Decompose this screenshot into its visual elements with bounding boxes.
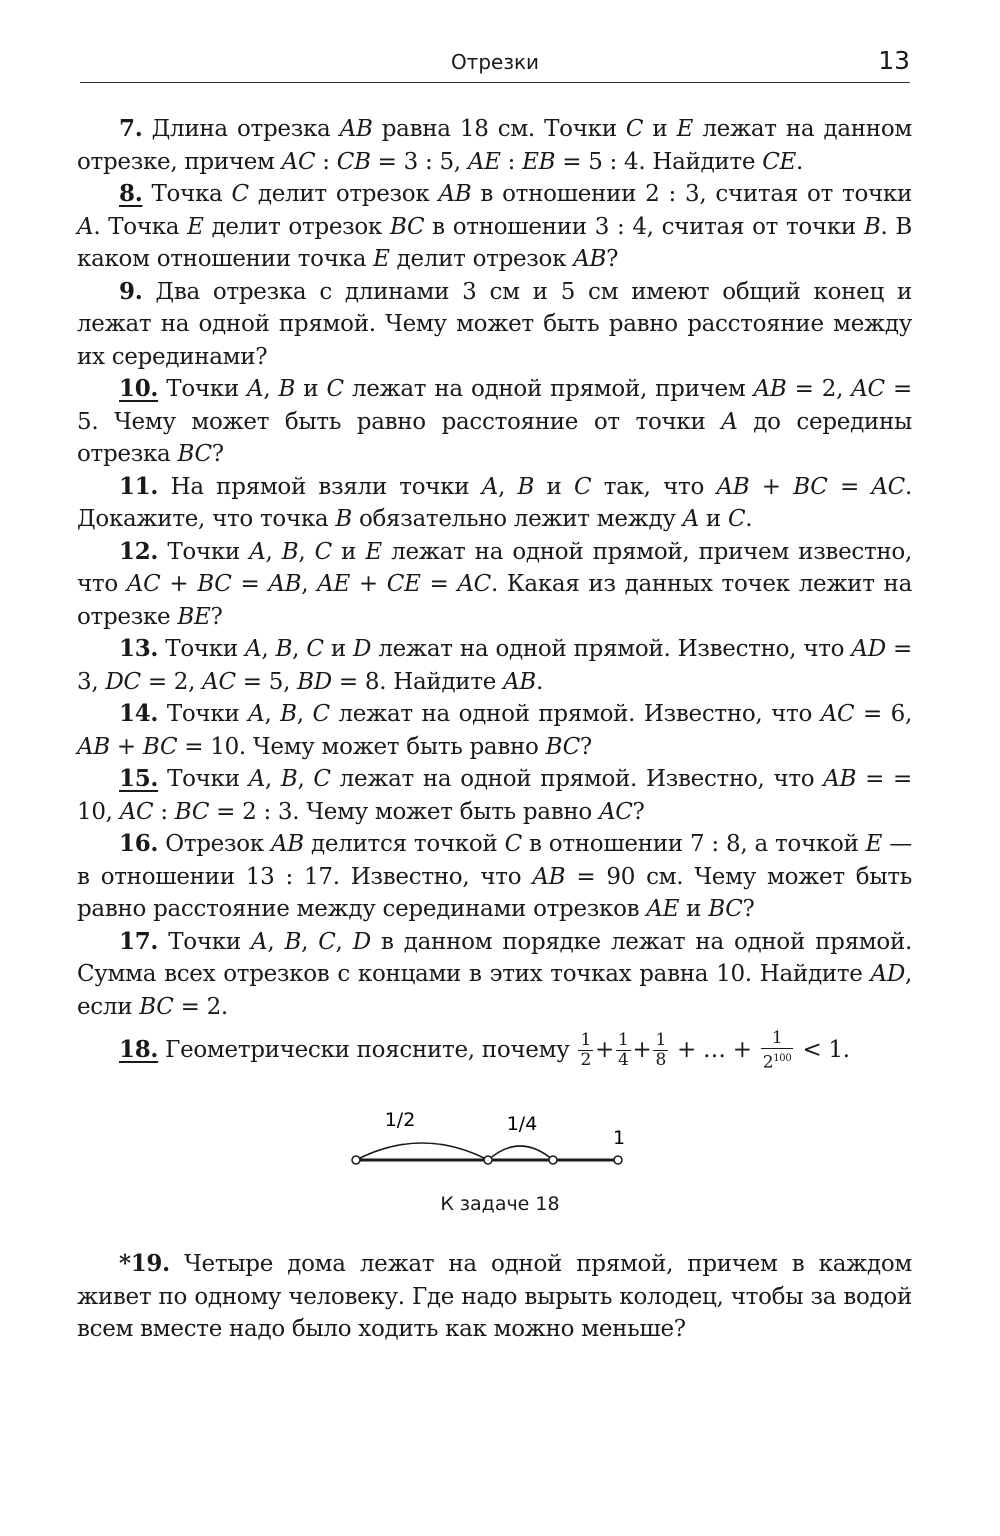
text-run: = 2, — [140, 668, 203, 695]
segment-figure — [340, 1102, 640, 1182]
problem-19 — [77, 1248, 912, 1346]
text-run: делит отрезок — [203, 213, 390, 240]
text-run: . Какая из данных точек лежит на отрезке — [77, 571, 912, 630]
problem-number: 11. — [119, 472, 159, 500]
text-run: , — [298, 538, 315, 565]
math-symbol: A — [721, 408, 738, 435]
text-run: равна 18 см. Точки — [372, 116, 626, 142]
problem-text: Четыре дома лежат на одной прямой, причем в каждом живет по одному человеку. Где надо вырыть колодец, чтобы за водой всем вместе надо было ходить как можно меньше? — [77, 1251, 912, 1342]
text-run: + — [160, 571, 198, 597]
text-run: , — [267, 928, 285, 955]
problem-10 — [77, 373, 912, 471]
text-run: так, что — [591, 473, 717, 500]
math-symbol: E — [187, 213, 204, 240]
text-run: и — [679, 896, 709, 922]
math-symbol: B — [280, 701, 297, 727]
problem-15 — [77, 763, 912, 828]
math-symbol: AB — [77, 733, 110, 760]
problem-7 — [77, 113, 912, 178]
text-run: . — [796, 148, 804, 175]
math-symbol: B — [275, 636, 293, 662]
text-run: = 3 : 5, — [370, 148, 468, 175]
text-run: делит отрезок — [248, 181, 439, 207]
text-run: в отношении 2 : 3, считая от точки — [471, 181, 913, 207]
problem-18 — [77, 1029, 912, 1073]
math-symbol: BC — [545, 733, 580, 760]
running-header — [80, 42, 910, 83]
label-one: 1 — [612, 1127, 626, 1149]
text-run: , — [292, 636, 307, 662]
text-run: Точки — [167, 538, 250, 565]
math-symbol: AC — [820, 701, 855, 727]
math-symbol: AE — [467, 148, 501, 175]
text-run: = = 10, — [77, 766, 913, 825]
text-run: , — [296, 701, 313, 727]
text-run: , — [335, 928, 353, 955]
text-run: = 5. Чему может быть равно расстояние от точки — [77, 376, 912, 435]
math-symbol: B — [280, 766, 298, 792]
problem-number: 7. — [119, 115, 143, 142]
math-symbol: BC — [197, 571, 232, 597]
math-symbol: A — [245, 636, 262, 662]
text-run: , — [498, 473, 518, 500]
math-symbol: BC — [142, 733, 178, 760]
text-run: ? — [606, 246, 619, 272]
math-symbol: B — [517, 473, 535, 500]
math-symbol: BC — [708, 896, 743, 922]
point-three-quarters — [549, 1156, 557, 1164]
text-run: и — [323, 636, 354, 662]
problem-11 — [77, 471, 912, 536]
math-symbol: E — [373, 246, 390, 272]
math-symbol: BC — [389, 213, 425, 240]
text-run: ? — [632, 798, 645, 825]
text-run: . — [536, 668, 544, 695]
text-run: + — [109, 733, 143, 760]
text-run: ? — [579, 733, 592, 760]
text-run: лежат на одной прямой. Известно, что — [371, 636, 852, 662]
text-run: . — [745, 506, 753, 532]
text-run: = — [231, 571, 269, 597]
problem-number: *19. — [119, 1250, 170, 1277]
math-symbol: C — [314, 538, 332, 565]
text-run: Точки — [167, 766, 249, 792]
text-run: + — [749, 473, 794, 500]
problem-9 — [77, 276, 912, 374]
text-run: и — [295, 376, 327, 402]
page-number: 13 — [878, 46, 910, 75]
text-run: На прямой взяли точки — [170, 473, 482, 500]
text-run: и — [643, 116, 677, 142]
text-run: = 2 : 3. Чему может быть равно — [209, 798, 599, 825]
text-run: Точка — [151, 181, 232, 207]
text-run: и — [534, 473, 575, 500]
problem-number: 13. — [119, 635, 159, 662]
inequality-end: < 1. — [802, 1036, 850, 1063]
problem-number: 15. — [119, 765, 159, 792]
text-run: ? — [210, 603, 223, 630]
fraction: $\frac{1}{8}$ — [655, 1030, 667, 1071]
text-run: Точки — [165, 636, 246, 662]
math-symbol: AE — [317, 571, 350, 597]
text-run: ? — [211, 441, 224, 467]
math-symbol: CB — [336, 148, 371, 175]
math-symbol: A — [249, 538, 266, 565]
text-run: Точки — [166, 376, 248, 402]
math-symbol: E — [365, 538, 382, 565]
fraction: $\frac{1}{2^{100}}$ — [762, 1028, 792, 1073]
text-run: , — [264, 766, 281, 792]
plus-sign: + — [632, 1036, 652, 1063]
text-run: лежат на одной прямой, причем — [343, 376, 754, 402]
math-symbol: C — [306, 636, 324, 662]
text-run: лежат на одной прямой. Известно, что — [330, 766, 824, 792]
math-symbol: AC — [457, 571, 491, 597]
text-run: = 10. Чему может быть равно — [177, 733, 546, 760]
text-run: : — [153, 798, 175, 825]
text-run: лежат на данном отрезке, причем — [77, 116, 912, 175]
math-symbol: AB — [503, 668, 536, 695]
math-symbol: C — [326, 376, 344, 402]
problem-8 — [77, 178, 912, 276]
math-symbol: B — [278, 376, 296, 402]
text-run: ? — [742, 896, 755, 922]
text-run: делится точкой — [303, 831, 505, 857]
math-symbol: BC — [174, 798, 210, 825]
math-symbol: B — [281, 538, 299, 565]
math-symbol: BC — [793, 473, 828, 500]
text-run: , — [263, 376, 279, 402]
problem-number: 16. — [119, 830, 159, 857]
text-run: и — [331, 538, 366, 565]
math-symbol: AB — [532, 863, 566, 890]
text-run: + — [349, 571, 387, 597]
math-symbol: AD — [870, 961, 905, 987]
math-symbol: C — [625, 116, 644, 142]
math-symbol: DC — [105, 668, 141, 695]
problem-16 — [77, 828, 912, 926]
text-run: — в отношении 13 : 17. Известно, что — [77, 831, 913, 890]
text-run: , если — [77, 961, 912, 1020]
text-run: . В каком отношении точка — [77, 213, 913, 272]
math-symbol: AB — [270, 831, 304, 857]
point-half — [484, 1156, 492, 1164]
math-symbol: AC — [598, 798, 633, 825]
text-run: = — [420, 571, 458, 597]
math-symbol: B — [335, 506, 352, 532]
math-symbol: C — [312, 701, 330, 727]
text-run: = 2. — [173, 993, 228, 1020]
problem-17 — [77, 926, 912, 1024]
problem-number: 17. — [119, 927, 159, 955]
math-symbol: AC — [851, 376, 885, 402]
plus-sign: + — [594, 1036, 614, 1063]
fraction: $\frac{1}{2}$ — [580, 1030, 591, 1071]
math-symbol: A — [247, 376, 264, 402]
text-run: = 5, — [235, 668, 298, 695]
text-run: в данном порядке лежат на одной прямой. Сумма всех отрезков с концами в этих точках равна 10. Найдите — [77, 928, 912, 987]
text-run: и — [698, 506, 728, 532]
problem-number: 9. — [119, 277, 143, 305]
problem-13 — [77, 633, 912, 698]
math-symbol: AC — [281, 148, 316, 175]
fraction: $\frac{1}{4}$ — [617, 1030, 629, 1071]
math-symbol: AB — [753, 376, 787, 402]
text-run: в отношении 7 : 8, а точкой — [521, 831, 866, 857]
math-symbol: C — [727, 506, 746, 532]
text-run: Два отрезка с длинами 3 см и 5 см имеют общий конец и лежат на одной прямой. Чему может быть равно расстояние между их серединами? — [77, 278, 912, 370]
text-run: . Точка — [93, 213, 188, 240]
text-run: лежат на одной прямой. Известно, что — [329, 701, 821, 727]
problem-19-block — [77, 1248, 912, 1346]
math-symbol: B — [863, 213, 881, 240]
text-run: , — [297, 766, 314, 792]
math-symbol: E — [676, 116, 694, 142]
math-symbol: AB — [339, 116, 373, 142]
math-symbol: BE — [177, 603, 211, 630]
math-symbol: AB — [438, 181, 472, 207]
arc-quarter — [488, 1146, 553, 1160]
label-quarter: 1/4 — [506, 1113, 538, 1135]
problem-number: 8. — [119, 180, 143, 207]
math-symbol: AE — [646, 896, 680, 922]
text-run: , — [265, 538, 282, 565]
math-symbol: A — [682, 506, 699, 532]
math-symbol: C — [231, 181, 249, 207]
problem-text: Геометрически поясните, почему — [165, 1036, 570, 1063]
text-run: Длина отрезка — [151, 116, 340, 142]
math-symbol: C — [574, 473, 592, 500]
text-run: = 5 : 4. Найдите — [555, 148, 763, 175]
math-symbol: AC — [202, 668, 236, 695]
text-run: : — [315, 148, 337, 175]
text-run: = — [827, 473, 872, 500]
math-symbol: A — [248, 701, 265, 727]
math-symbol: CE — [762, 148, 797, 175]
problem-number: 12. — [119, 537, 159, 565]
problem-14 — [77, 698, 912, 763]
math-symbol: AD — [851, 636, 886, 662]
math-symbol: C — [318, 928, 336, 955]
text-run: лежат на одной прямой, причем известно, что — [77, 538, 912, 597]
text-run: : — [500, 148, 523, 175]
math-symbol: AB — [573, 246, 607, 272]
running-title: Отрезки — [450, 50, 540, 74]
problem-number: 14. — [119, 700, 159, 727]
text-run: Отрезок — [165, 831, 271, 857]
text-run: = 6, — [854, 701, 913, 727]
text-run: = 2, — [786, 376, 852, 402]
math-symbol: AB — [823, 766, 857, 792]
math-symbol: C — [313, 766, 331, 792]
math-symbol: AC — [871, 473, 905, 500]
math-symbol: C — [504, 831, 522, 857]
math-symbol: A — [248, 766, 265, 792]
arc-half — [356, 1143, 488, 1160]
figure-caption: К задаче 18 — [440, 1193, 560, 1215]
text-run: = 8. Найдите — [331, 668, 504, 695]
text-run: , — [301, 571, 318, 597]
math-symbol: E — [865, 831, 883, 857]
math-symbol: BD — [297, 668, 332, 695]
math-symbol: A — [481, 473, 499, 500]
point-start — [352, 1156, 360, 1164]
text-run: , — [264, 701, 281, 727]
text-run: , — [261, 636, 276, 662]
math-symbol: AC — [119, 798, 154, 825]
math-symbol: D — [353, 636, 372, 662]
text-run: до середины отрезка — [77, 408, 912, 467]
text-run: = 3, — [77, 636, 912, 695]
text-run: Точки — [168, 928, 251, 955]
label-half: 1/2 — [384, 1109, 416, 1131]
text-run: обязательно лежит между — [351, 506, 683, 532]
text-run: Точки — [166, 701, 249, 727]
problem-12 — [77, 536, 912, 634]
math-symbol: AB — [268, 571, 302, 597]
math-symbol: BC — [139, 993, 174, 1020]
problems-text — [77, 113, 912, 1073]
math-symbol: A — [77, 213, 94, 240]
math-symbol: EB — [522, 148, 556, 175]
math-symbol: CE — [386, 571, 421, 597]
math-symbol: AC — [126, 571, 161, 597]
problem-number: 10. — [119, 375, 159, 402]
text-run: в отношении 3 : 4, считая от точки — [424, 213, 864, 240]
math-symbol: D — [352, 928, 371, 955]
math-symbol: A — [251, 928, 268, 955]
math-symbol: B — [284, 928, 302, 955]
point-end — [614, 1156, 622, 1164]
problem-list — [77, 113, 912, 1023]
math-symbol: BC — [177, 441, 212, 467]
problem-number: 18. — [119, 1035, 159, 1063]
text-run: делит отрезок — [389, 246, 574, 272]
text-run: , — [301, 928, 319, 955]
text-run: . Докажите, что точка — [77, 473, 912, 532]
text-run: = 90 см. Чему может быть равно расстояние между серединами отрезков — [77, 863, 912, 922]
math-symbol: AB — [716, 473, 750, 500]
ellipsis-sum: + … + — [677, 1036, 752, 1063]
